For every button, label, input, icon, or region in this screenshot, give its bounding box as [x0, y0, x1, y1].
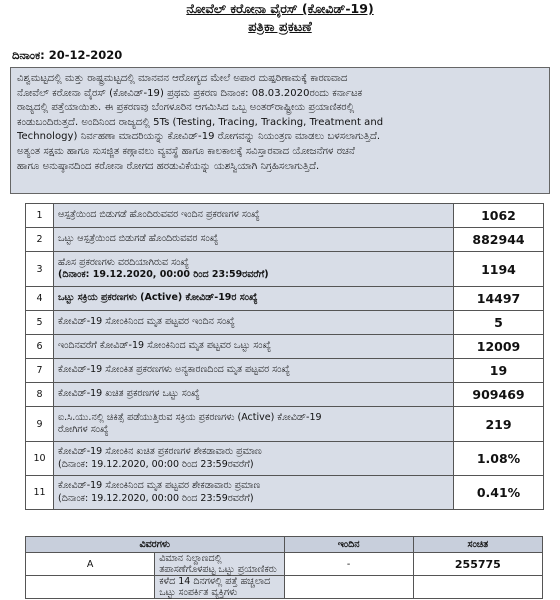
row-description — [54, 359, 454, 383]
row-number: 9 — [26, 407, 54, 442]
table-row — [26, 311, 544, 335]
row-description-text: ಆಸ್ಪತ್ರೆಯಿಂದ ಬಿಡುಗಡೆ ಹೊಂದಿರುವವರ ಇಂದಿನ ಪ್ರಕರಣಗಳ ಸಂಖ್ಯೆ — [58, 209, 260, 221]
row-date-range: (ದಿನಾಂಕ: 19.12.2020, 00:00 ರಿಂದ 23:59ರವರೆಗೆ) — [58, 458, 254, 470]
row-value: 219 — [454, 407, 544, 442]
row-number: 2 — [26, 228, 54, 252]
row-description-text: ಕೋವಿಡ್-19 ಸೋಂಕಿನ ಖಚಿತ ಪ್ರಕರಣಗಳ ಶೇಕಡಾವಾರು ಪ್ರಮಾಣ — [58, 446, 262, 457]
row-number: 1 — [26, 204, 54, 228]
document-title: ನೋವೆಲ್ ಕರೋನಾ ವೈರಸ್ (ಕೋವಿಡ್-19) — [186, 1, 374, 16]
row-description-continued: ರೋಗಿಗಳ ಸಂಖ್ಯೆ — [58, 424, 109, 435]
row-description — [54, 287, 454, 311]
row-date-range: (ದಿನಾಂಕ: 19.12.2020, 00:00 ರಿಂದ 23:59ರವರೆಗೆ) — [58, 269, 269, 280]
row-number: 8 — [26, 383, 54, 407]
table-row — [26, 476, 544, 510]
row-number: 11 — [26, 476, 54, 510]
header-details: ವಿವರಗಳು — [26, 537, 285, 553]
intro-line: ಅತ್ಯಂತ ಸಕ್ಷಮ ಹಾಗೂ ಸುಸಜ್ಜಿತ ಕಣ್ಗಾವಲು ವ್ಯವಸ್ಥೆ ಹಾಗೂ ಕಾಲಕಾಲಕ್ಕೆ ಸವಿಸ್ತಾರವಾದ ಯೋಜನೆಗಳ ರಚನೆ — [17, 145, 355, 157]
row-today-value: - — [284, 553, 413, 576]
row-value: 19 — [454, 359, 544, 383]
row-number: 10 — [26, 442, 54, 476]
table-row — [26, 553, 543, 576]
table-row — [26, 228, 544, 252]
row-value: 1.08% — [454, 442, 544, 476]
row-value: 1062 — [454, 204, 544, 228]
row-description-text: ಕೋವಿಡ್-19 ಸೋಂಕಿತ ಪ್ರಕರಣಗಳು ಅನ್ಯಕಾರಣದಿಂದ ಮೃತ ಪಟ್ಟವರ ಸಂಖ್ಯೆ — [58, 364, 290, 376]
intro-line: ರಾಜ್ಯದಲ್ಲಿ ಪತ್ತೆಯಾಯಿತು. ಈ ಪ್ರಕರಣವು ಬೆಂಗಳೂರಿನ ಆಗಮಿಸಿದ ಒಬ್ಬ ಅಂತರ್‌ರಾಷ್ಟ್ರೀಯ ಪ್ರಯಾಣಿಕರಲ್ಲಿ — [17, 102, 355, 114]
row-description-text: ಐ.ಸಿ.ಯು.ನಲ್ಲಿ ಚಿಕಿತ್ಸೆ ಪಡೆಯುತ್ತಿರುವ ಸಕ್ರಿಯ ಪ್ರಕರಣಗಳು (Active) ಕೋವಿಡ್-19 — [58, 411, 322, 423]
intro-paragraph — [10, 67, 550, 194]
row-value: 14497 — [454, 287, 544, 311]
row-today-value — [284, 576, 413, 599]
release-date: ದಿನಾಂಕ: 20-12-2020 — [12, 48, 123, 62]
row-description-text: ಕೋವಿಡ್-19 ಸೋಂಕಿನಿಂದ ಮೃತ ಪಟ್ಟವರ ಇಂದಿನ ಸಂಖ್ಯೆ — [58, 316, 235, 328]
row-value: 5 — [454, 311, 544, 335]
row-description-text: ಹೊಸ ಪ್ರಕರಣಗಳು ವರದಿಯಾಗಿರುವ ಸಂಖ್ಯೆ — [58, 256, 189, 268]
row-number: A — [26, 553, 155, 576]
intro-line: Technology) ನಿರ್ವಹಣಾ ಮಾದರಿಯನ್ನು ಕೋವಿಡ್-19 ರೋಗವನ್ನು ನಿಯಂತ್ರಣ ಮಾಡಲು ಬಳಸಲಾಗುತ್ತಿದೆ. — [17, 131, 381, 143]
statistics-table — [25, 203, 544, 510]
row-description — [54, 335, 454, 359]
row-value: 909469 — [454, 383, 544, 407]
table-row — [26, 383, 544, 407]
row-description: ಕಳೆದ 14 ದಿನಗಳಲ್ಲಿ ಪತ್ತೆ ಹಚ್ಚಲಾದ ಒಟ್ಟು ಸಂಪರ್ಕಿತ ವ್ಯಕ್ತಿಗಳು — [155, 576, 284, 599]
intro-line: ಕಂಡುಬಂದಿರುತ್ತದೆ. ಅಂದಿನಿಂದ ರಾಜ್ಯದಲ್ಲಿ 5Ts (Testing, Tracing, Tracking, Treatment and — [17, 116, 384, 128]
row-description — [54, 407, 454, 442]
header-cumulative: ಸಂಚಿತ — [413, 537, 542, 553]
row-description — [54, 442, 454, 476]
row-value: 0.41% — [454, 476, 544, 510]
row-number: 4 — [26, 287, 54, 311]
row-cumulative-value — [413, 576, 542, 599]
row-value: 1194 — [454, 252, 544, 287]
table-row — [26, 335, 544, 359]
table-header-row — [26, 537, 543, 553]
intro-line: ವಿಶ್ವಮಟ್ಟದಲ್ಲಿ ಮತ್ತು ರಾಷ್ಟ್ರಮಟ್ಟದಲ್ಲಿ ಮಾನವನ ಆರೋಗ್ಯದ ಮೇಲೆ ಅಪಾರ ದುಷ್ಪರಿಣಾಮಕ್ಕೆ ಕಾರಣವಾದ — [17, 73, 348, 84]
traveller-table — [25, 536, 543, 599]
row-number — [26, 576, 155, 599]
row-number: 3 — [26, 252, 54, 287]
table-row — [26, 359, 544, 383]
table-row — [26, 204, 544, 228]
row-description-text: ಕೋವಿಡ್-19 ಸೋಂಕಿನಿಂದ ಮೃತ ಪಟ್ಟವರ ಶೇಕಡಾವಾರು ಪ್ರಮಾಣ — [58, 480, 261, 491]
row-cumulative-value: 255775 — [413, 553, 542, 576]
row-value: 12009 — [454, 335, 544, 359]
document-subtitle: ಪತ್ರಿಕಾ ಪ್ರಕಟಣೆ — [248, 20, 312, 35]
header-today: ಇಂದಿನ — [284, 537, 413, 553]
row-description-text: ಕೋವಿಡ್-19 ಖಚಿತ ಪ್ರಕರಣಗಳ ಒಟ್ಟು ಸಂಖ್ಯೆ — [58, 388, 200, 400]
row-number: 7 — [26, 359, 54, 383]
row-number: 6 — [26, 335, 54, 359]
row-description-text: ಒಟ್ಟು ಸಕ್ರಿಯ ಪ್ರಕರಣಗಳು (Active) ಕೋವಿಡ್-19ರ ಸಂಖ್ಯೆ — [58, 292, 258, 304]
intro-line: ನೋವೆಲ್ ಕರೋನಾ ವೈರಸ್ (ಕೋವಿಡ್-19) ಪ್ರಥಮ ಪ್ರಕರಣ ದಿನಾಂಕ: 08.03.2020ರಂದು ಕರ್ನಾಟಕ — [17, 87, 363, 99]
row-description — [54, 383, 454, 407]
row-description: ವಿಮಾನ ನಿಲ್ದಾಣದಲ್ಲಿ ತಪಾಸಣೆಗೊಳಪಟ್ಟ ಒಟ್ಟು ಪ್ರಯಾಣಿಕರು — [155, 553, 284, 576]
intro-line: ಹಾಗೂ ಅನುಷ್ಠಾನದಿಂದ ಕರೋನಾ ರೋಗದ ಹರಡುವಿಕೆಯನ್ನು ಯಶಸ್ವಿಯಾಗಿ ನಿಗ್ರಹಿಸಲಾಗುತ್ತಿದೆ. — [17, 160, 320, 172]
row-description — [54, 252, 454, 287]
row-number: 5 — [26, 311, 54, 335]
table-row — [26, 442, 544, 476]
row-description-text: ಇಂದಿನವರೆಗೆ ಕೋವಿಡ್-19 ಸೋಂಕಿನಿಂದ ಮೃತ ಪಟ್ಟವರ ಒಟ್ಟು ಸಂಖ್ಯೆ — [58, 340, 272, 352]
row-date-range: (ದಿನಾಂಕ: 19.12.2020, 00:00 ರಿಂದ 23:59ರವರೆಗೆ) — [58, 492, 254, 504]
table-row — [26, 287, 544, 311]
row-description — [54, 476, 454, 510]
table-row — [26, 576, 543, 599]
row-value: 882944 — [454, 228, 544, 252]
table-row — [26, 407, 544, 442]
table-row — [26, 252, 544, 287]
row-description-text: ಒಟ್ಟು ಆಸ್ಪತ್ರೆಯಿಂದ ಬಿಡುಗಡೆ ಹೊಂದಿರುವವರ ಸಂಖ್ಯೆ — [58, 233, 219, 245]
row-description — [54, 311, 454, 335]
row-description — [54, 228, 454, 252]
row-description — [54, 204, 454, 228]
